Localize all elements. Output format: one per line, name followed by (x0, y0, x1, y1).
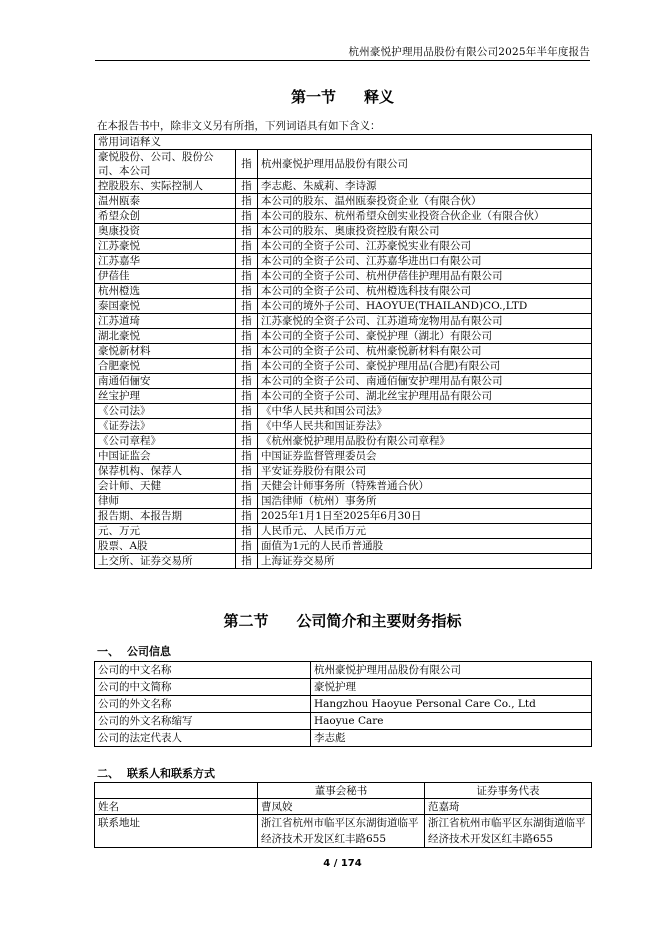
zhi-cell: 指 (236, 314, 258, 329)
contacts-table (94, 782, 592, 848)
term-cell: 会计师、天健 (95, 479, 236, 494)
table-row (95, 524, 592, 539)
zhi-cell: 指 (236, 359, 258, 374)
table-row (95, 404, 592, 419)
meaning-cell: 平安证券股份有限公司 (258, 464, 592, 479)
table-row (95, 359, 592, 374)
table-row (95, 434, 592, 449)
contacts-heading-text: 联系人和联系方式 (127, 767, 215, 780)
zhi-cell: 指 (236, 464, 258, 479)
table-row (95, 730, 592, 747)
term-cell: 豪悦新材料 (95, 344, 236, 359)
term-cell: 杭州橙选 (95, 284, 236, 299)
zhi-cell: 指 (236, 224, 258, 239)
zhi-cell: 指 (236, 194, 258, 209)
term-cell: 保荐机构、保荐人 (95, 464, 236, 479)
term-cell: 伊蓓佳 (95, 269, 236, 284)
table-row (95, 662, 592, 679)
table-row (95, 464, 592, 479)
zhi-cell: 指 (236, 284, 258, 299)
meaning-cell: 本公司的全资子公司、豪悦护理用品(合肥)有限公司 (258, 359, 592, 374)
table-row (95, 314, 592, 329)
table-caption: 常用词语释义 (95, 135, 592, 150)
section-1-number: 第一节 (290, 88, 336, 106)
info-value-cell: 李志彪 (311, 730, 592, 747)
company-info-heading (97, 643, 171, 659)
table-row (95, 299, 592, 314)
zhi-cell: 指 (236, 344, 258, 359)
table-row (95, 254, 592, 269)
table-row (95, 344, 592, 359)
rep-name: 范嘉琦 (425, 799, 592, 815)
zhi-cell: 指 (236, 524, 258, 539)
term-cell: 奥康投资 (95, 224, 236, 239)
table-row (95, 494, 592, 509)
meaning-cell: 本公司的全资子公司、杭州伊蓓佳护理用品有限公司 (258, 269, 592, 284)
info-value-cell: 豪悦护理 (311, 679, 592, 696)
zhi-cell: 指 (236, 419, 258, 434)
definitions-table (94, 134, 592, 569)
meaning-cell: 《中华人民共和国公司法》 (258, 404, 592, 419)
table-row (95, 374, 592, 389)
term-cell: 南通佰俪安 (95, 374, 236, 389)
term-cell: 律师 (95, 494, 236, 509)
contacts-heading (97, 765, 215, 781)
zhi-cell: 指 (236, 494, 258, 509)
address-label: 联系地址 (95, 815, 258, 848)
table-row (95, 696, 592, 713)
col-rep: 证券事务代表 (425, 783, 592, 799)
table-row (95, 449, 592, 464)
contacts-heading-num: 二、 (97, 767, 119, 780)
table-row (95, 329, 592, 344)
zhi-cell: 指 (236, 479, 258, 494)
contacts-name-row (95, 799, 592, 815)
term-cell: 合肥豪悦 (95, 359, 236, 374)
contacts-header-row (95, 783, 592, 799)
meaning-cell: 江苏豪悦的全资子公司、江苏道琦宠物用品有限公司 (258, 314, 592, 329)
info-value-cell: 杭州豪悦护理用品股份有限公司 (311, 662, 592, 679)
table-row (95, 554, 592, 569)
table-row (95, 389, 592, 404)
info-label-cell: 公司的法定代表人 (95, 730, 311, 747)
zhi-cell: 指 (236, 539, 258, 554)
page-number: 4 / 174 (323, 858, 362, 869)
meaning-cell: 本公司的全资子公司、南通佰俪安护理用品有限公司 (258, 374, 592, 389)
meaning-cell: 《中华人民共和国证券法》 (258, 419, 592, 434)
meaning-cell: 本公司的全资子公司、杭州橙选科技有限公司 (258, 284, 592, 299)
zhi-cell: 指 (236, 404, 258, 419)
meaning-cell: 《杭州豪悦护理用品股份有限公司章程》 (258, 434, 592, 449)
name-label: 姓名 (95, 799, 258, 815)
table-row (95, 179, 592, 194)
term-cell: 股票、A股 (95, 539, 236, 554)
term-cell: 泰国豪悦 (95, 299, 236, 314)
zhi-cell: 指 (236, 179, 258, 194)
table-row (95, 150, 592, 179)
company-info-table (94, 661, 592, 747)
meaning-cell: 2025年1月1日至2025年6月30日 (258, 509, 592, 524)
zhi-cell: 指 (236, 329, 258, 344)
section-1-title (95, 86, 590, 107)
zhi-cell: 指 (236, 269, 258, 284)
table-row (95, 479, 592, 494)
term-cell: 《公司章程》 (95, 434, 236, 449)
zhi-cell: 指 (236, 389, 258, 404)
table-row (95, 713, 592, 730)
term-cell: 丝宝护理 (95, 389, 236, 404)
info-label-cell: 公司的外文名称 (95, 696, 311, 713)
secretary-name: 曹凤姣 (258, 799, 425, 815)
table-row (95, 679, 592, 696)
meaning-cell: 本公司的全资子公司、江苏豪悦实业有限公司 (258, 239, 592, 254)
company-info-heading-num: 一、 (97, 645, 119, 658)
term-cell: 中国证监会 (95, 449, 236, 464)
meaning-cell: 本公司的全资子公司、杭州豪悦新材料有限公司 (258, 344, 592, 359)
secretary-address: 浙江省杭州市临平区东湖街道临平经济技术开发区红丰路655 (258, 815, 425, 848)
contacts-address-row (95, 815, 592, 848)
term-cell: 控股股东、实际控制人 (95, 179, 236, 194)
term-cell: 豪悦股份、公司、股份公司、本公司 (95, 150, 236, 179)
term-cell: 《公司法》 (95, 404, 236, 419)
info-label-cell: 公司的外文名称缩写 (95, 713, 311, 730)
term-cell: 报告期、本报告期 (95, 509, 236, 524)
meaning-cell: 本公司的股东、奥康投资控股有限公司 (258, 224, 592, 239)
info-label-cell: 公司的中文名称 (95, 662, 311, 679)
meaning-cell: 李志彪、朱威莉、李诗源 (258, 179, 592, 194)
zhi-cell: 指 (236, 509, 258, 524)
meaning-cell: 天健会计师事务所（特殊普通合伙） (258, 479, 592, 494)
zhi-cell: 指 (236, 209, 258, 224)
meaning-cell: 本公司的股东、杭州希望众创实业投资合伙企业（有限合伙） (258, 209, 592, 224)
meaning-cell: 本公司的境外子公司、HAOYUE(THAILAND)CO.,LTD (258, 299, 592, 314)
meaning-cell: 本公司的全资子公司、湖北丝宝护理用品有限公司 (258, 389, 592, 404)
zhi-cell: 指 (236, 254, 258, 269)
meaning-cell: 杭州豪悦护理用品股份有限公司 (258, 150, 592, 179)
meaning-cell: 上海证券交易所 (258, 554, 592, 569)
info-value-cell: Haoyue Care (311, 713, 592, 730)
table-row (95, 224, 592, 239)
table-row (95, 239, 592, 254)
term-cell: 江苏豪悦 (95, 239, 236, 254)
term-cell: 元、万元 (95, 524, 236, 539)
meaning-cell: 人民币元、人民币万元 (258, 524, 592, 539)
running-header: 杭州豪悦护理用品股份有限公司2025年半年度报告 (348, 46, 590, 58)
table-row (95, 269, 592, 284)
section-1-heading: 释义 (364, 88, 395, 106)
intro-text: 在本报告书中，除非文义另有所指，下列词语具有如下含义： (97, 120, 381, 132)
section-2-title (95, 610, 590, 631)
meaning-cell: 本公司的股东、温州瓯泰投资企业（有限合伙） (258, 194, 592, 209)
section-2-number: 第二节 (223, 612, 269, 630)
header-rule (95, 60, 590, 61)
contacts-corner-cell (95, 783, 258, 799)
section-2-heading: 公司简介和主要财务指标 (296, 612, 462, 630)
term-cell: 湖北豪悦 (95, 329, 236, 344)
col-secretary: 董事会秘书 (258, 783, 425, 799)
zhi-cell: 指 (236, 299, 258, 314)
zhi-cell: 指 (236, 150, 258, 179)
table-row (95, 419, 592, 434)
meaning-cell: 本公司的全资子公司、江苏嘉华进出口有限公司 (258, 254, 592, 269)
table-row (95, 194, 592, 209)
table-row (95, 209, 592, 224)
term-cell: 上交所、证券交易所 (95, 554, 236, 569)
meaning-cell: 本公司的全资子公司、豪悦护理（湖北）有限公司 (258, 329, 592, 344)
table-row (95, 539, 592, 554)
company-info-heading-text: 公司信息 (127, 645, 171, 658)
table-row (95, 284, 592, 299)
zhi-cell: 指 (236, 374, 258, 389)
info-value-cell: Hangzhou Haoyue Personal Care Co., Ltd (311, 696, 592, 713)
zhi-cell: 指 (236, 434, 258, 449)
zhi-cell: 指 (236, 239, 258, 254)
term-cell: 温州瓯泰 (95, 194, 236, 209)
table-caption-row (95, 135, 592, 150)
term-cell: 江苏嘉华 (95, 254, 236, 269)
meaning-cell: 中国证券监督管理委员会 (258, 449, 592, 464)
zhi-cell: 指 (236, 554, 258, 569)
meaning-cell: 国浩律师（杭州）事务所 (258, 494, 592, 509)
zhi-cell: 指 (236, 449, 258, 464)
term-cell: 希望众创 (95, 209, 236, 224)
rep-address: 浙江省杭州市临平区东湖街道临平经济技术开发区红丰路655 (425, 815, 592, 848)
term-cell: 江苏道琦 (95, 314, 236, 329)
term-cell: 《证券法》 (95, 419, 236, 434)
meaning-cell: 面值为1元的人民币普通股 (258, 539, 592, 554)
table-row (95, 509, 592, 524)
info-label-cell: 公司的中文简称 (95, 679, 311, 696)
